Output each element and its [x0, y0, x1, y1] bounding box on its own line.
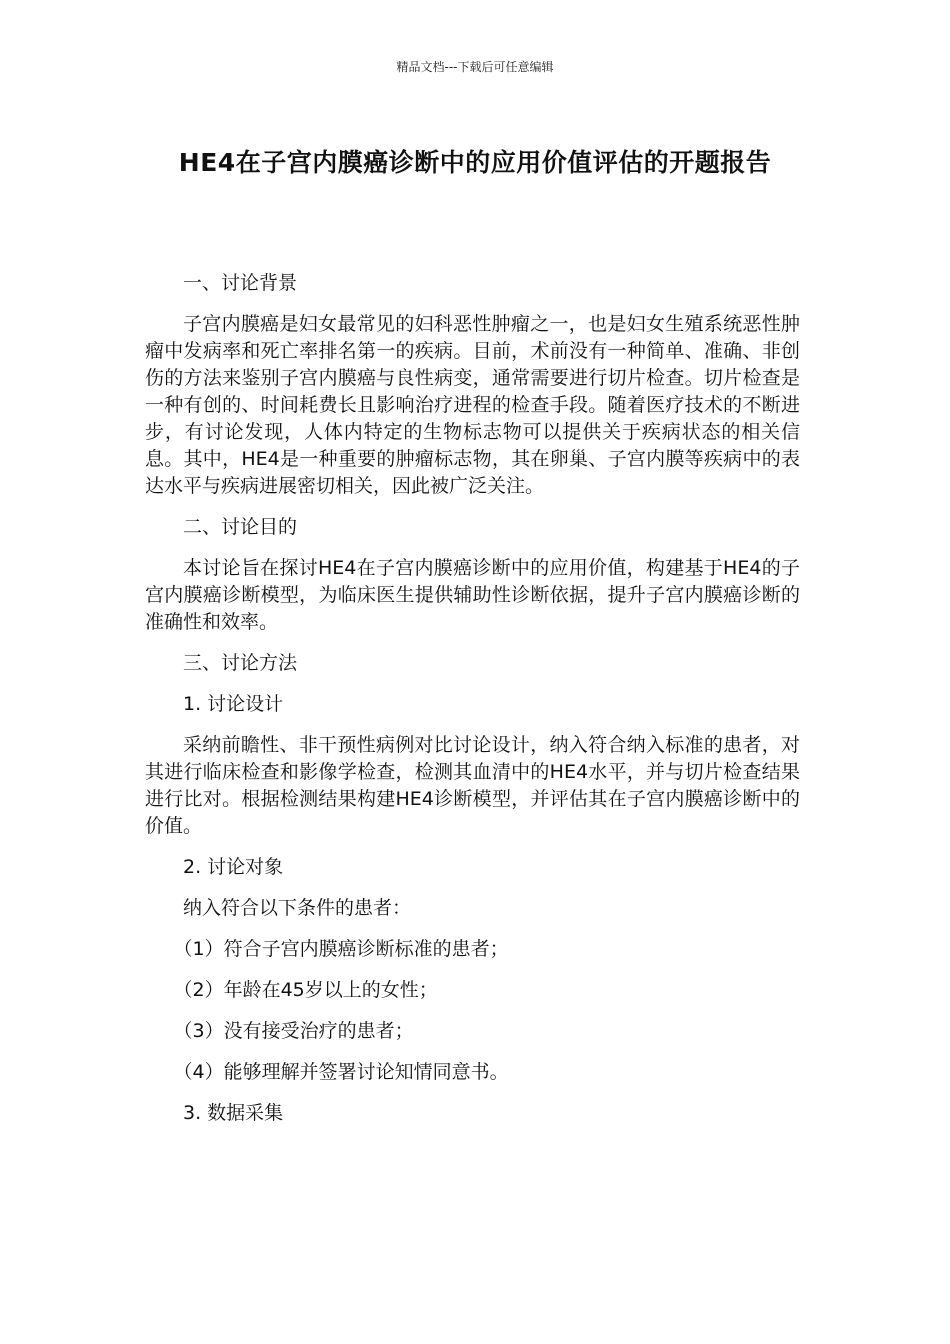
paragraph-purpose: 本讨论旨在探讨HE4在子宫内膜癌诊断中的应用价值，构建基于HE4的子宫内膜癌诊断模型，为临床医生提供辅助性诊断依据，提升子宫内膜癌诊断的准确性和效率。: [145, 557, 800, 633]
document-body: [145, 270, 800, 1127]
section-heading-background: 一、讨论背景: [183, 272, 298, 294]
paragraph-background: 子宫内膜癌是妇女最常见的妇科恶性肿瘤之一，也是妇女生殖系统恶性肿瘤中发病率和死亡率排名第一的疾病。目前，术前没有一种简单、准确、非创伤的方法来鉴别子宫内膜癌与良性病变，通常需要进行切片检查。切片检查是一种有创的、时间耗费长且影响治疗进程的检查手段。随着医疗技术的不断进步，有讨论发现，人体内特定的生物标志物可以提供关于疾病状态的相关信息。其中，HE4是一种重要的肿瘤标志物，其在卵巢、子宫内膜等疾病中的表达水平与疾病进展密切相关，因此被广泛关注。: [145, 313, 800, 497]
criteria-item: （1）符合子宫内膜癌诊断标准的患者；: [173, 938, 509, 960]
page-header: 精品文档---下载后可任意编辑: [396, 60, 554, 74]
section-heading-purpose: 二、讨论目的: [183, 516, 298, 538]
subheading-design: 1. 讨论设计: [183, 693, 284, 715]
section-heading-method: 三、讨论方法: [183, 652, 298, 674]
subheading-subjects: 2. 讨论对象: [183, 856, 284, 878]
criteria-item: （3）没有接受治疗的患者；: [173, 1020, 414, 1042]
subheading-data-collection: 3. 数据采集: [183, 1102, 284, 1124]
document-title: HE4在子宫内膜癌诊断中的应用价值评估的开题报告: [178, 148, 772, 177]
paragraph-design: 采纳前瞻性、非干预性病例对比讨论设计，纳入符合纳入标准的患者，对其进行临床检查和影像学检查，检测其血清中的HE4水平，并与切片检查结果进行比对。根据检测结果构建HE4诊断模型，并评估其在子宫内膜癌诊断中的价值。: [145, 734, 800, 837]
criteria-item: （2）年龄在45岁以上的女性；: [173, 979, 438, 1001]
subjects-intro: 纳入符合以下条件的患者：: [183, 897, 412, 919]
criteria-item: （4）能够理解并签署讨论知情同意书。: [173, 1061, 509, 1083]
